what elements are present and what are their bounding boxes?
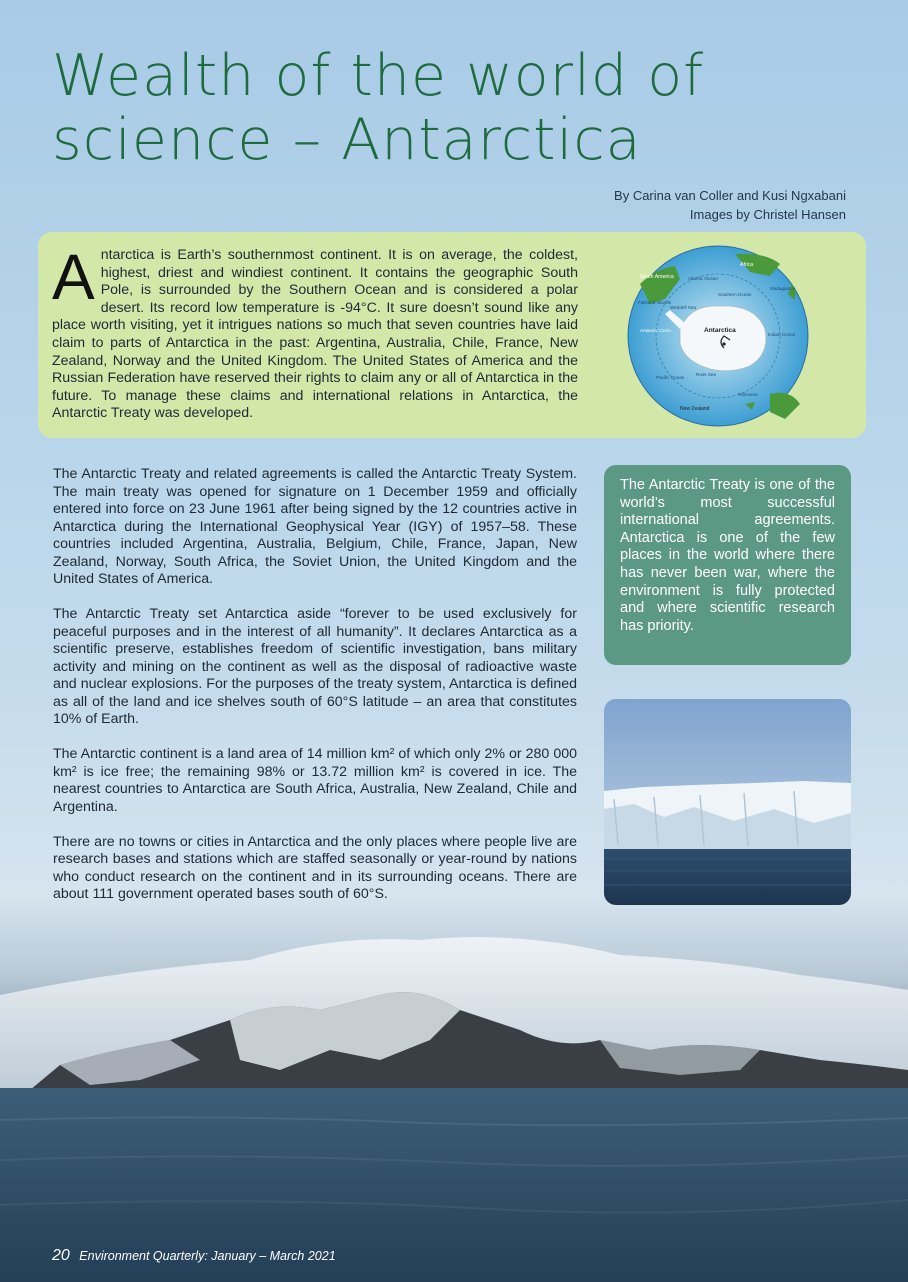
page-footer — [52, 1247, 336, 1265]
page-title: Wealth of the world of science – Antarctica — [52, 43, 705, 173]
drop-cap: A — [52, 241, 95, 313]
map-label-pacific: Pacific Ocean — [656, 375, 685, 380]
publication-title: Environment Quarterly: January – March 2021 — [79, 1249, 336, 1263]
map-label-atlantic: Atlantic Ocean — [688, 276, 718, 281]
map-label-southern: Southern Ocean — [718, 292, 752, 297]
map-label-africa: Africa — [740, 262, 754, 268]
body-paragraph: The Antarctic Treaty and related agreements is called the Antarctic Treaty System. The main treaty was opened for signature on 1 December 1959 and officially entered into force on 23 June 1961 after being signed by the 12 countries active in Antarctica during the International Geophysical Year (IGY) of 1957–58. These countries included Argentina, Australia, Belgium, Chile, France, Japan, New Zealand, Norway, South Africa, the Soviet Union, the United Kingdom and the United States of America. — [53, 466, 577, 587]
article-body — [53, 466, 577, 921]
map-label-ross: Ross Sea — [696, 372, 716, 377]
body-paragraph: The Antarctic continent is a land area of 14 million km² of which only 2% or 280 000 km² is ice free; the remaining 98% or 13.72 million km² is covered in ice. The nearest countries to Antarctica are South Africa, Australia, New Zealand, Chile and Argentina. — [53, 746, 577, 815]
map-label-antarctica: Antarctica — [704, 327, 736, 334]
map-label-tasmania: Tasmania — [738, 392, 758, 397]
page-number: 20 — [52, 1247, 70, 1264]
map-label-indian: Indian Ocean — [768, 332, 796, 337]
map-label-new-zealand: New Zealand — [680, 406, 710, 412]
mountain-sea-background — [0, 900, 908, 1282]
map-label-falkland: Falkland Islands — [638, 300, 672, 305]
map-label-weddell: Weddell Sea — [670, 305, 696, 310]
map-label-south-america: South America — [640, 274, 674, 280]
map-label-madagascar: Madagascar — [770, 286, 796, 291]
body-paragraph: There are no towns or cities in Antarctica and the only places where people live are research bases and stations which are staffed seasonally or year-round by nations who conduct research on the continent and in its surrounding oceans. There are about 111 government operated bases south of 60°S. — [53, 833, 577, 902]
author-credit: By Carina van Coller and Kusi Ngxabani — [614, 188, 846, 203]
body-paragraph: The Antarctic Treaty set Antarctica aside “forever to be used exclusively for peaceful purposes and in the interest of all humanity”. It declares Antarctica as a scientific preserve, establishes freedom of scientific investigation, bans military activity and mining on the continent as well as the disposal of radioactive waste and nuclear explosions. For the purposes of the treaty system, Antarctica is defined as all of the land and ice shelves south of 60°S latitude – an area that constitutes 10% of Earth. — [53, 606, 577, 727]
map-label-antarctic-circle: Antarctic Circle — [640, 328, 671, 333]
byline — [614, 186, 846, 224]
callout-box: The Antarctic Treaty is one of the world’s most successful international agreements. Antarctica is one of the few places in the world where there has never been war, where the environment is fully protected and where scientific research has priority. — [604, 465, 851, 665]
image-credit: Images by Christel Hansen — [689, 207, 846, 222]
ice-shelf-photo — [604, 699, 851, 905]
intro-text: ntarctica is Earth’s southernmost continent. It is on average, the coldest, highest, driest and windiest continent. It contains the geographic South Pole, is surrounded by the Southern Ocean and is considered a polar desert. Its record low temperature is -94°C. It sure doesn’t sound like any place worth visiting, yet it intrigues nations so much that seven countries have laid claim to parts of Antarctica in the past: Argentina, Australia, Chile, France, New Zealand, Norway and the United Kingdom. The United States of America and the Russian Federation have reserved their rights to claim any or all of Antarctica in the future. To manage these claims and international relations in Antarctica, the Antarctic Treaty was developed. — [52, 247, 578, 422]
antarctica-map — [620, 244, 816, 428]
intro-paragraph — [52, 241, 578, 423]
